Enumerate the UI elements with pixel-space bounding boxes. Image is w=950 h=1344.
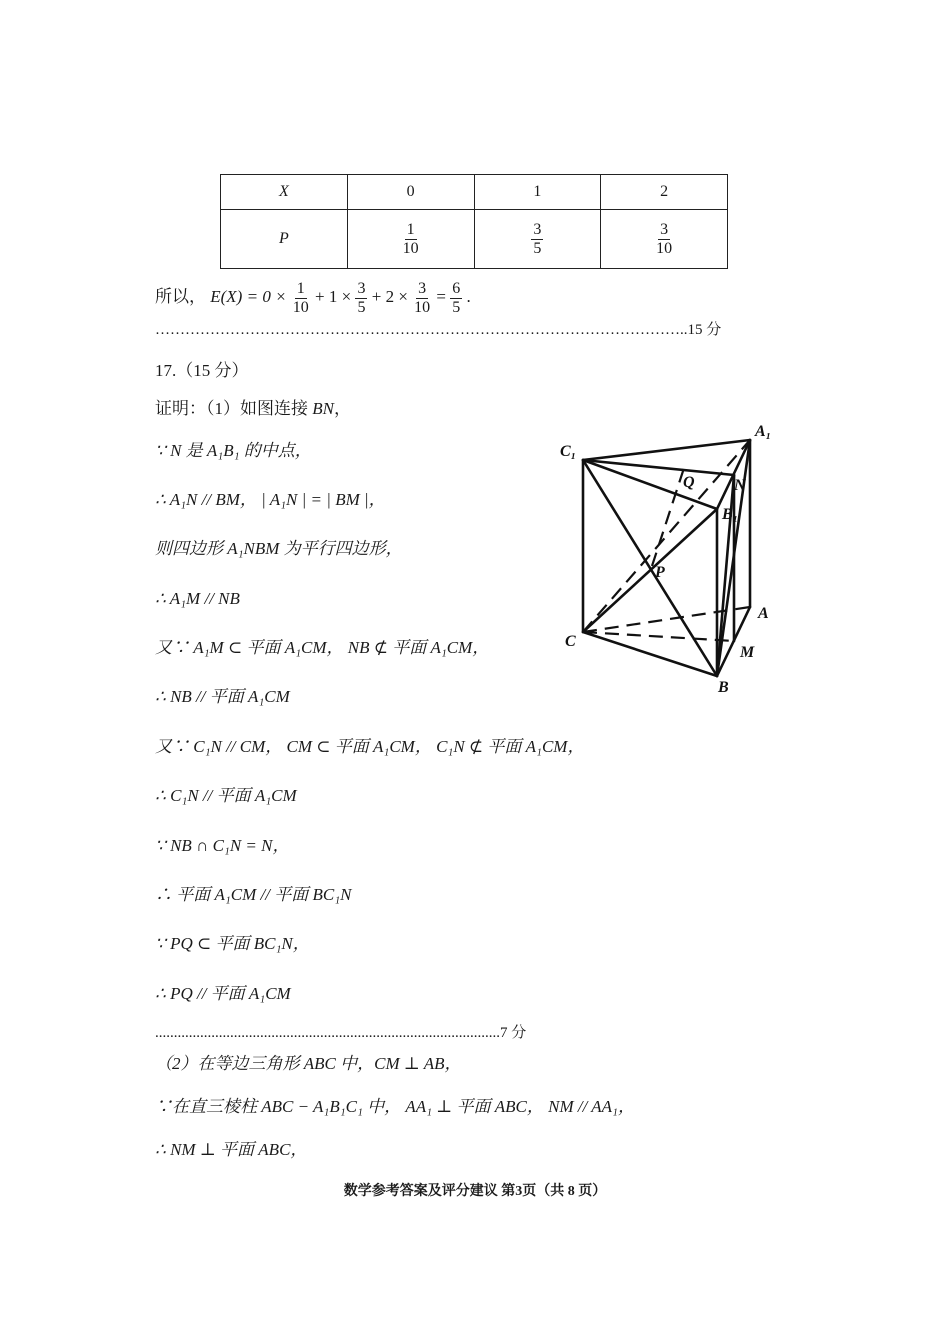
math-text: . [466,287,471,306]
denominator: 10 [414,298,431,316]
text: 所以， [155,287,206,306]
math-text: BN [312,399,334,418]
proof-line: 又∵ A₁M ⊂ 平面 A₁CM， NB ⊄ 平面 A₁CM， [155,638,490,657]
proof-line: ∵ NB ∩ C₁N = N， [155,836,290,855]
numerator: 3 [357,279,366,297]
problem-number: 17.（15 分） [155,361,249,380]
math-text: + 2 × [371,287,408,306]
proof-line: ∴ A₁N // BM， | A₁N | = | BM |， [155,490,386,509]
proof-line: ∵ N 是 A₁B₁ 的中点， [155,441,312,460]
math-text: = [436,287,447,306]
denominator: 5 [452,298,461,316]
denominator: 10 [292,298,309,316]
dot-leader: ............................................................................................ [155,1025,500,1041]
text: ， [333,399,351,418]
proof-line: 又∵ C₁N // CM， CM ⊂ 平面 A₁CM， C₁N ⊄ 平面 A₁CM， [155,737,585,756]
table-cell: 0 [347,175,474,210]
edge-c1-a1 [583,440,750,460]
proof-line: ∴ 平面 A₁CM // 平面 BC₁N [155,885,352,904]
table-cell: X [221,175,348,210]
label-n: N [734,477,746,494]
proof-line: 则四边形 A₁NBM 为平行四边形， [155,539,403,558]
math-text: + 1 × [315,287,352,306]
numerator: 1 [296,279,305,297]
numerator: 3 [533,220,542,238]
numerator: 6 [452,279,461,297]
proof-line: ∴ A₁M // NB [155,589,240,608]
label-p: P [655,564,665,581]
numerator: 3 [418,279,427,297]
dashed-p-q [652,468,684,566]
numerator: 3 [660,220,669,238]
table-cell: P [221,210,348,269]
denominator: 10 [402,239,419,257]
numerator: 1 [406,220,415,238]
table-cell: 2 [601,175,728,210]
denominator: 5 [357,298,366,316]
denominator: 10 [656,239,673,257]
part2-line: ∴ NM ⊥ 平面 ABC， [155,1140,308,1159]
dot-leader: …………………………………………………………………………………………….. [155,322,688,338]
edge-c-b1 [583,509,717,632]
part2-line: （2）在等边三角形 ABC 中，CM ⊥ AB， [155,1054,462,1073]
score-text: 15 分 [687,322,722,338]
label-b1: B₁ [722,506,739,523]
label-c1: C₁ [560,443,577,460]
page-footer: 数学参考答案及评分建议 第3页（共 8 页） [343,1184,607,1199]
denominator: 5 [533,239,542,257]
text: 证明：（1）如图连接 [155,399,313,418]
label-q: Q [683,474,695,491]
edge-c1-b [583,460,717,676]
part2-line: ∵在直三棱柱 ABC − A₁B₁C₁ 中， AA₁ ⊥ 平面 ABC， NM // AA₁， [155,1097,635,1116]
proof-line: ∵ PQ ⊂ 平面 BC₁N， [155,934,310,953]
label-a: A [758,605,769,622]
label-a1: A₁ [755,423,772,440]
proof-line: ∴ C₁N // 平面 A₁CM [155,786,297,805]
proof-line: ∴ NB // 平面 A₁CM [155,687,290,706]
math-text: E(X) = 0 × [210,287,287,306]
table-cell: 1 [474,175,601,210]
proof-line: ∴ PQ // 平面 A₁CM [155,984,291,1003]
score-text: 7 分 [500,1025,527,1041]
label-c: C [565,633,576,650]
label-m: M [740,644,755,661]
label-b: B [718,679,729,696]
